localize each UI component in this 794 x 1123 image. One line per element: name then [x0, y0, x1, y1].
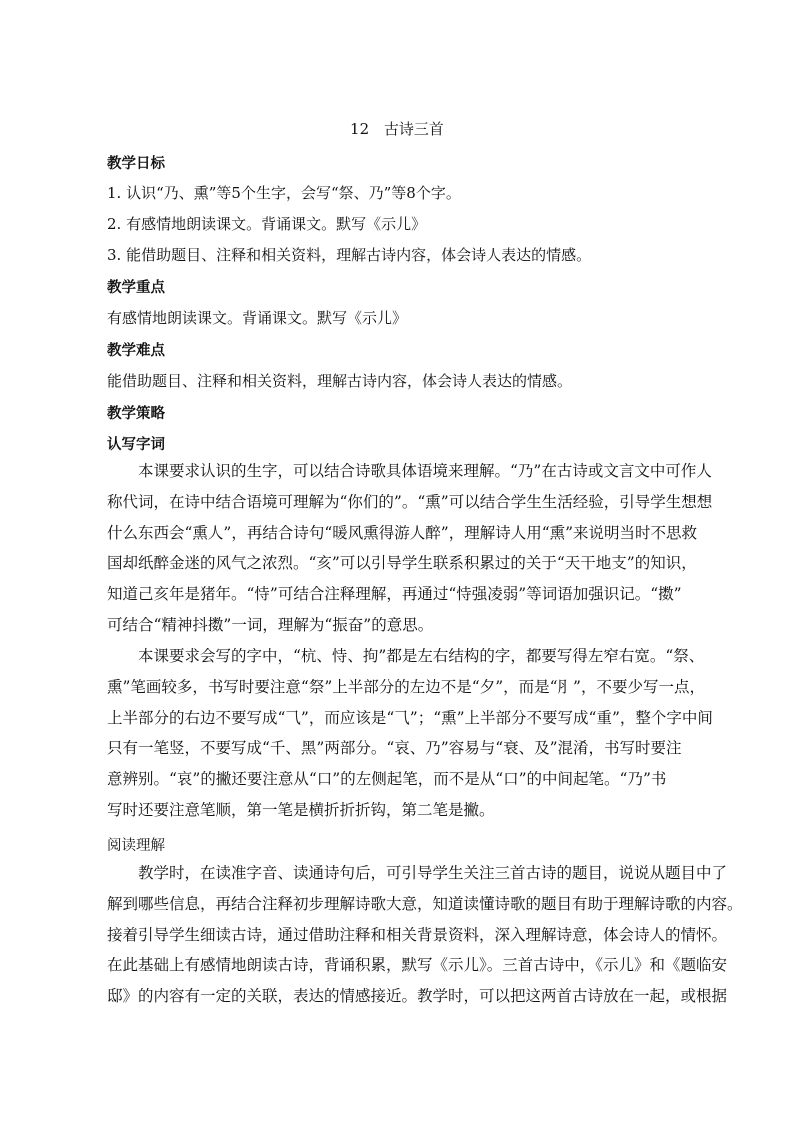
paragraph-reading — [107, 858, 743, 1012]
paragraph-line: 本课要求认识的生字，可以结合诗歌具体语境来理解。“乃”在古诗或文言文中可作人 — [138, 462, 712, 480]
paragraph-line: 只有一笔竖，不要写成“千、黑”两部分。“哀、乃”容易与“衰、及”混淆，书写时要注 — [107, 739, 682, 758]
lesson-number: 12 — [350, 120, 370, 138]
paragraph-line: 国却纸醉金迷的风气之浓烈。“亥”可以引导学生联系积累过的关于“天干地支”的知识， — [107, 554, 697, 573]
heading-words: 认写字词 — [107, 436, 165, 453]
goal-item-3: 3. 能借助题目、注释和相关资料，理解古诗内容，体会诗人表达的情感。 — [107, 246, 592, 264]
lesson-title — [0, 118, 794, 139]
paragraph-recognize-words — [107, 456, 717, 641]
paragraph-line: 解到哪些信息，再结合注释初步理解诗歌大意，知道读懂诗歌的题目有助于理解诗歌的内容。 — [107, 894, 743, 913]
paragraph-line: 熏”笔画较多，书写时要注意“祭”上半部分的左边不是“夕”，而是“⺼”，不要少写一点， — [107, 677, 705, 696]
paragraph-line: 本课要求会写的字中，“杭、恃、拘”都是左右结构的字，都要写得左窄右宽。“祭、 — [138, 647, 705, 665]
paragraph-line: 知道己亥年是猪年。“恃”可结合注释理解，再通过“恃强凌弱”等词语加强识记。“擞” — [107, 585, 682, 604]
paragraph-line: 教学时，在读准字音、读通诗句后，可引导学生关注三首古诗的题目，说说从题目中了 — [138, 864, 728, 882]
paragraph-write-words — [107, 641, 717, 826]
goal-item-2: 2. 有感情地朗读课文。背诵课文。默写《示儿》 — [107, 215, 427, 233]
heading-difficulties: 教学难点 — [107, 342, 165, 359]
heading-goals: 教学日标 — [107, 155, 165, 172]
heading-reading: 阅读理解 — [107, 838, 165, 854]
lesson-title-text: 古诗三首 — [383, 120, 444, 138]
difficulties-text: 能借助题目、注释和相关资料，理解古诗内容，体会诗人表达的情感。 — [107, 372, 573, 390]
paragraph-line: 意辨别。“哀”的撇还要注意从“口”的左侧起笔，而不是从“口”的中间起笔。“乃”书 — [107, 770, 667, 789]
key-points-text: 有感情地朗读课文。背诵课文。默写《示儿》 — [107, 309, 408, 327]
paragraph-line: 可结合“精神抖擞”一词，理解为“振奋”的意思。 — [107, 615, 434, 634]
heading-key-points: 教学重点 — [107, 279, 165, 296]
paragraph-line: 什么东西会“熏人”，再结合诗句“暖风熏得游人醉”，理解诗人用“熏”来说明当时不思救 — [107, 523, 698, 542]
paragraph-line: 写时还要注意笔顺，第一笔是横折折折钩，第二笔是撇。 — [107, 800, 495, 819]
paragraph-line: 接着引导学生细读古诗，通过借助注释和相关背景资料，深入理解诗意，体会诗人的情怀。 — [107, 925, 728, 944]
paragraph-line: 称代词，在诗中结合语境可理解为“你们的”。“熏”可以结合学生生活经验，引导学生想想 — [107, 492, 713, 511]
goal-item-1: 1. 认识“乃、熏”等5个生字，会写“祭、乃”等8个字。 — [107, 184, 461, 202]
paragraph-line: 在此基础上有感情地朗读古诗，背诵积累，默写《示儿》。三首古诗中，《示儿》和《题临安 — [107, 956, 728, 975]
paragraph-line: 邸》的内容有一定的关联，表达的情感接近。教学时，可以把这两首古诗放在一起，或根据 — [107, 987, 728, 1006]
heading-strategy: 教学策略 — [107, 405, 165, 422]
paragraph-line: 上半部分的右边不要写成“⺄”，而应该是“⺄”；“熏”上半部分不要写成“重”，整个字中间 — [107, 708, 713, 727]
